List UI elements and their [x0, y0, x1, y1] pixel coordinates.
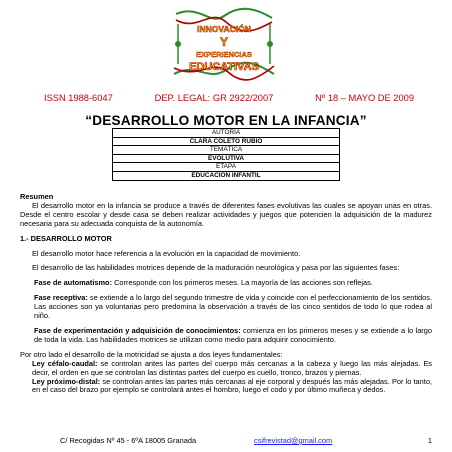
- magazine-logo: [170, 4, 278, 82]
- footer-email-link[interactable]: csifrevistad@gmail.com: [254, 436, 333, 445]
- autoria-value: CLARA COLETO RUBIO: [113, 137, 340, 146]
- paragraph: El desarrollo de las habilidades motrices depende de la maduración neurológica y pasa por las siguientes fases:: [32, 263, 400, 273]
- logo-line2: Y: [219, 35, 229, 49]
- list-item: [20, 294, 432, 321]
- ley-text: se controlan antes las partes más cercanas al eje corporal y después las más alejadas. Por lo tanto, en el caso del brazo por ejemplo se controlará antes el hombro, luego el codo y por último muñeca y dedos.: [32, 376, 432, 395]
- ley-text: se controlan antes las partes del cuerpo más cercanas a la cabeza y luego las más alejadas. Es decir, el orden en que se controlan las distintas partes del cuerpo es cuello, tronco, brazos y piernas.: [32, 358, 433, 377]
- issn-number: ISSN 1988-6047: [44, 93, 113, 103]
- list-item: [20, 360, 432, 378]
- article-body: [20, 193, 432, 395]
- list-item: [20, 279, 432, 288]
- article-title: “DESARROLLO MOTOR EN LA INFANCIA”: [85, 113, 367, 128]
- resumen-heading: Resumen: [20, 192, 54, 201]
- logo-line4: EDUCATIVAS: [189, 61, 259, 73]
- tematica-label: TEMÁTICA: [113, 146, 340, 155]
- dna-helix-logo-graphic: [170, 4, 278, 82]
- list-item: [20, 327, 432, 345]
- article-metadata-table: [112, 128, 340, 181]
- logo-line3: EXPERIENCIAS: [196, 50, 252, 59]
- fase-label: Fase receptiva:: [34, 293, 88, 303]
- fase-text: se extiende a lo largo del segundo trimestre de vida y coincide con el perfeccionamiento de los sentidos. Las acciones son ya voluntarias pero predomina la observación a través de los cinco sentidos de todo lo que rodea al niño.: [34, 293, 432, 321]
- resumen-paragraph: El desarrollo motor en la infancia se produce a través de diferentes fases evolutivas las cuales se apoyan unas en otras. Desde el centro escolar y desde casa se deben realizar actividades y juegos que potencien la adquisición de la madurez necesaria para su adecuada conquista de la autonomía.: [20, 200, 432, 228]
- paragraph: Por otro lado el desarrollo de la motricidad se ajusta a dos leyes fundamentales:: [20, 349, 283, 359]
- etapa-label: ETAPA: [113, 163, 340, 172]
- list-item: [20, 378, 432, 396]
- fase-label: Fase de automatismo:: [34, 278, 113, 288]
- footer-address: C/ Recogidas Nº 45 - 6ºA 18005 Granada: [60, 436, 197, 445]
- fase-label: Fase de experimentación y adquisición de conocimientos:: [34, 325, 241, 335]
- page-number: 1: [427, 436, 432, 445]
- publication-info-line: [44, 93, 414, 103]
- fase-text: Corresponde con los primeros meses. La mayoría de las acciones son reflejas.: [112, 278, 373, 288]
- logo-line1: INNOVACIÓN: [197, 24, 251, 34]
- legal-deposit: DEP. LEGAL: GR 2922/2007: [154, 93, 274, 103]
- ley-label: Ley céfalo-caudal:: [32, 358, 98, 368]
- ley-label: Ley próximo-distal:: [32, 376, 101, 386]
- tematica-value: EVOLUTIVA: [113, 154, 340, 163]
- etapa-value: EDUCACION INFANTIL: [113, 171, 340, 180]
- paragraph: El desarrollo motor hace referencia a la evolución en la capacidad de movimiento.: [32, 248, 301, 258]
- fase-text: comienza en los primeros meses y se extiende a lo largo de toda la vida. Las habilidades motrices se utilizan como medio para adquirir conocimiento.: [34, 325, 432, 344]
- section-heading: 1.- DESARROLLO MOTOR: [20, 233, 112, 243]
- issue-number: Nº 18 – MAYO DE 2009: [315, 93, 414, 103]
- autoria-label: AUTORÍA: [113, 129, 340, 138]
